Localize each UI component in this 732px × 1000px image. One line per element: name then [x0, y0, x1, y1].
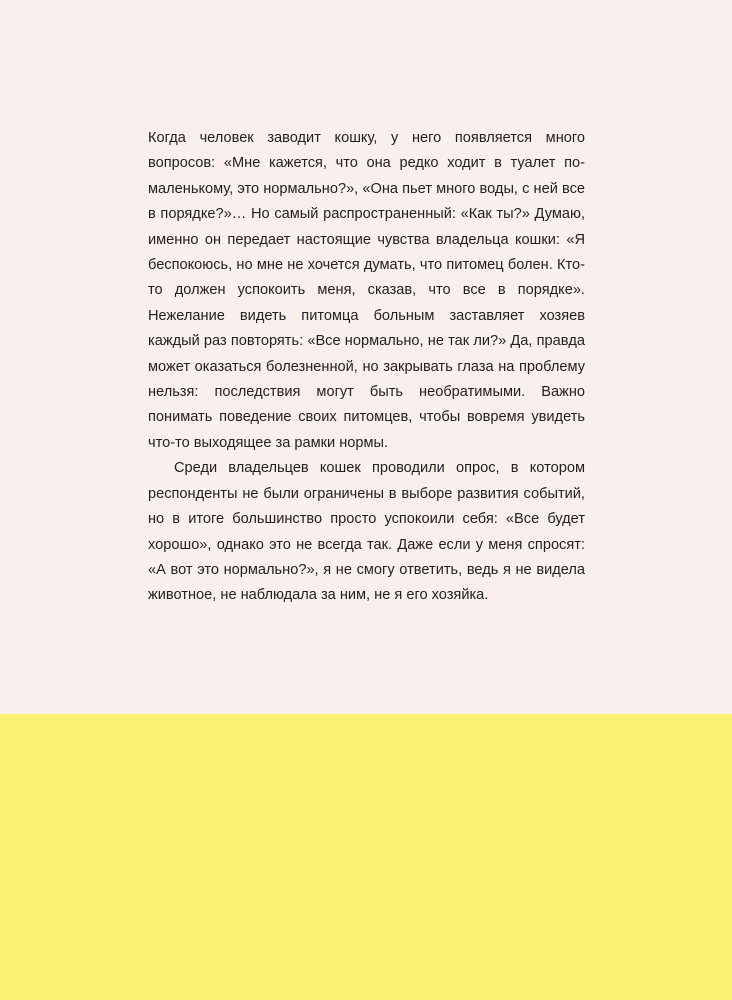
body-text-block — [148, 126, 585, 609]
yellow-color-band — [0, 714, 732, 1000]
paragraph-2: Среди владельцев кошек проводили опрос, в котором респонденты не были ограничены в выборе развития событий, но в итоге большинство просто успокоили себя: «Все будет хорошо», однако это не всегда так. Даже если у меня спросят: «А вот это нормально?», я не смогу ответить, ведь я не видела животное, не наблюдала за ним, не я его хозяйка. — [148, 460, 585, 604]
paragraph-1: Когда человек заводит кошку, у него появляется много вопросов: «Мне кажется, что она редко ходит в туалет по-маленькому, это нормально?», «Она пьет много воды, с ней все в порядке?»… Но самый распространенный: «Как ты?» Думаю, именно он передает настоящие чувства владельца кошки: «Я беспокоюсь, но мне не хочется думать, что питомец болен. Кто-то должен успокоить меня, сказав, что все в порядке». Нежелание видеть питомца больным заставляет хозяев каждый раз повторять: «Все нормально, не так ли?» Да, правда может оказаться болезненной, но закрывать глаза на проблему нельзя: последствия могут быть необратимыми. Важно понимать поведение своих питомцев, чтобы вовремя увидеть что-то выходящее за рамки нормы. — [148, 130, 585, 451]
